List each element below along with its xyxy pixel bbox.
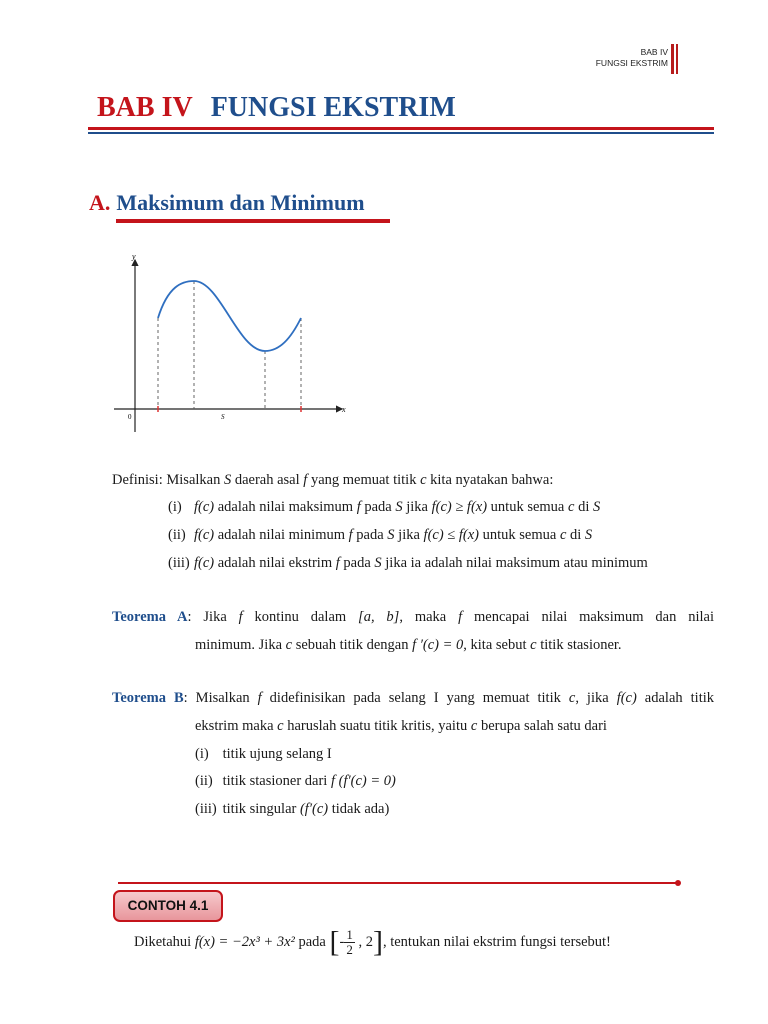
math-var: c <box>420 472 427 488</box>
math: (f′(c) <box>299 801 329 817</box>
math: (f′(c) = 0) <box>334 773 396 789</box>
text: adalah titik <box>636 690 715 706</box>
text: ekstrim maka <box>195 718 278 734</box>
math-var: c <box>277 718 284 734</box>
theorem-a-label: Teorema A <box>112 609 188 625</box>
math: f(c) <box>194 555 215 571</box>
math: f(c) <box>194 499 215 515</box>
text: jika <box>394 527 424 543</box>
math: f(c) <box>616 690 637 706</box>
item-number: (ii) <box>195 773 213 789</box>
item-number: (i) <box>195 746 209 762</box>
fraction <box>344 928 355 957</box>
math-var: S <box>584 527 593 543</box>
chapter-rule-blue <box>88 132 714 134</box>
math-var: S <box>395 499 403 515</box>
theorem-b-item <box>195 773 396 790</box>
text: , tentukan nilai ekstrim fungsi tersebut! <box>382 933 611 950</box>
math-var: f <box>330 773 335 789</box>
text: adalah nilai ekstrim <box>214 555 336 571</box>
fraction-numerator: 1 <box>346 927 353 942</box>
math: f ′(c) = 0 <box>412 637 464 653</box>
math-var: c <box>568 499 575 515</box>
section-underline <box>116 219 390 223</box>
item-number: (iii) <box>168 555 190 571</box>
theorem-b-item <box>195 746 332 763</box>
right-bracket: ] <box>372 925 383 959</box>
header-bar <box>671 44 674 74</box>
text: jika <box>402 499 432 515</box>
header-bar <box>676 44 678 74</box>
definition-item <box>168 527 592 544</box>
text: , kita sebut <box>463 637 531 653</box>
section-letter: A. <box>89 190 111 215</box>
text: pada <box>352 527 388 543</box>
theorem-a-line1 <box>112 609 714 626</box>
math-var: c <box>568 690 576 706</box>
math-var: S <box>387 527 395 543</box>
text: pada <box>360 499 396 515</box>
extremum-graph <box>108 248 358 438</box>
text: mencapai nilai maksimum dan nilai <box>462 609 714 625</box>
left-bracket: [ <box>329 925 340 959</box>
running-header-line1: BAB IV <box>640 47 668 57</box>
example-divider-dot <box>675 880 681 886</box>
item-number: (ii) <box>168 527 186 543</box>
text: berupa salah satu dari <box>477 718 607 734</box>
text: : <box>187 609 192 625</box>
theorem-a-line2 <box>195 637 622 654</box>
text: pada <box>294 933 330 950</box>
text: di <box>566 527 585 543</box>
definition-intro <box>112 472 553 489</box>
chapter-name: FUNGSI EKSTRIM <box>210 92 456 123</box>
text: daerah asal <box>231 472 304 488</box>
math-var: f <box>356 499 361 515</box>
section-title: Maksimum dan Minimum <box>116 190 365 215</box>
running-header <box>596 47 668 69</box>
text: kita nyatakan bahwa: <box>426 472 554 488</box>
function-curve <box>158 281 301 351</box>
text: titik singular <box>219 801 300 817</box>
theorem-b-line2 <box>195 718 607 735</box>
math-var: f <box>257 690 262 706</box>
text: pada <box>339 555 375 571</box>
math-var: S <box>223 472 232 488</box>
chapter-title <box>97 92 456 124</box>
set-label: S <box>221 413 225 421</box>
text: tidak ada) <box>328 801 390 817</box>
math-var: c <box>470 718 478 734</box>
item-number: (i) <box>168 499 182 515</box>
text: , maka <box>399 609 459 625</box>
text: Diketahui <box>134 933 195 950</box>
section-heading <box>89 190 365 216</box>
text: Misalkan <box>162 472 224 488</box>
math: [a, b] <box>358 609 400 625</box>
text: , jika <box>575 690 617 706</box>
text: adalah nilai maksimum <box>214 499 357 515</box>
text: untuk semua <box>479 527 560 543</box>
math-var: f <box>458 609 463 625</box>
x-axis-label: x <box>342 405 346 414</box>
example-problem <box>134 925 611 959</box>
math-var: c <box>530 637 537 653</box>
text: untuk semua <box>487 499 568 515</box>
running-header-line2: FUNGSI EKSTRIM <box>595 58 668 68</box>
text: titik ujung selang I <box>219 746 332 762</box>
text: minimum. Jika <box>195 637 286 653</box>
text: adalah nilai minimum <box>214 527 349 543</box>
math: f(c) ≥ f(x) <box>431 499 488 515</box>
origin-label: 0 <box>128 413 132 421</box>
math: f(c) ≤ f(x) <box>423 527 479 543</box>
text: jika ia adalah nilai maksimum atau minimum <box>381 555 648 571</box>
chapter-rule-red <box>88 127 714 130</box>
text: didefinisikan pada selang I yang memuat titik <box>261 690 569 706</box>
math-var: f <box>348 527 353 543</box>
dashed-guides <box>158 281 301 409</box>
y-axis-label: y <box>132 252 136 261</box>
text: di <box>574 499 593 515</box>
definition-item <box>168 499 600 516</box>
text: - <box>339 933 345 950</box>
text: sebuah titik dengan <box>292 637 413 653</box>
text: Misalkan <box>187 690 258 706</box>
math: f(x) = −2x³ + 3x² <box>194 933 295 950</box>
theorem-b-label: Teorema B <box>112 690 184 706</box>
example-badge: CONTOH 4.1 <box>113 890 223 922</box>
text: titik stasioner. <box>536 637 622 653</box>
text: yang memuat titik <box>307 472 421 488</box>
text: kontinu dalam <box>242 609 359 625</box>
math-var: c <box>559 527 567 543</box>
chapter-number: BAB IV <box>97 92 193 123</box>
definition-item <box>168 555 648 572</box>
item-number: (iii) <box>195 801 217 817</box>
math: f(c) <box>194 527 215 543</box>
example-divider <box>118 882 679 884</box>
theorem-b-line1 <box>112 690 714 707</box>
math-var: c <box>285 637 293 653</box>
text: : <box>183 690 188 706</box>
math-var: f <box>335 555 340 571</box>
definition-label: Definisi: <box>112 472 163 488</box>
math-var: S <box>374 555 382 571</box>
text: , 2 <box>354 933 373 950</box>
fraction-denominator: 2 <box>346 942 353 957</box>
text: Jika <box>191 609 239 625</box>
math-var: f <box>303 472 308 488</box>
text: haruslah suatu titik kritis, yaitu <box>283 718 471 734</box>
math-var: S <box>592 499 601 515</box>
theorem-b-item <box>195 801 389 818</box>
math-var: f <box>238 609 243 625</box>
text: titik stasioner dari <box>219 773 331 789</box>
